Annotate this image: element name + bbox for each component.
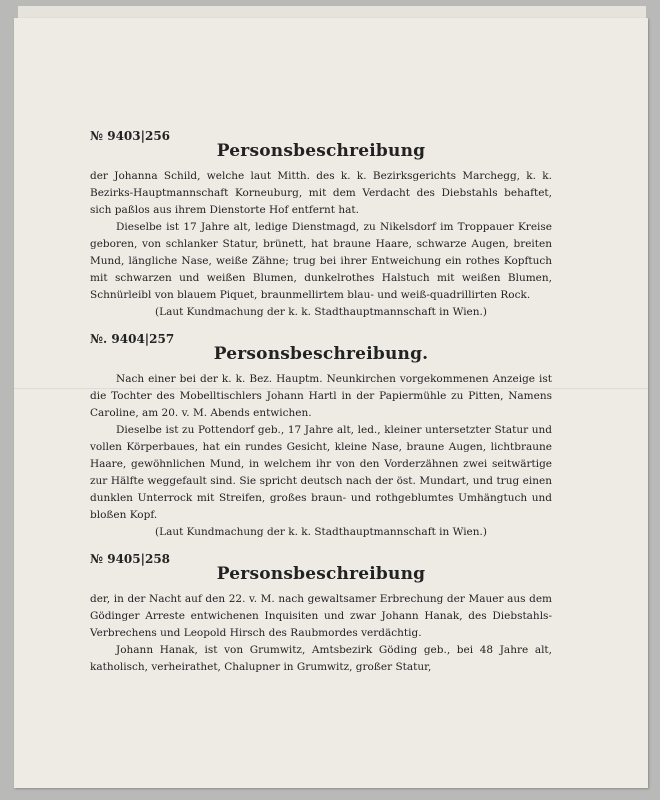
entry-number: №. 9404|257 <box>90 332 175 346</box>
entry-source: (Laut Kundmachung der k. k. Stadthauptmannschaft in Wien.) <box>155 306 487 318</box>
entry-paragraph: Nach einer bei der k. k. Bez. Hauptm. Neunkirchen vorgekommenen Anzeige ist die Tochter des Mobelltischlers Johann Hartl in der Papiermühle zu Pitten, Namens Caroline, am 20. v. M. Abends entwichen. <box>90 373 552 419</box>
entry-paragraph: der, in der Nacht auf den 22. v. M. nach gewaltsamer Erbrechung der Mauer aus dem Gödinger Arreste entwichenen Inquisiten und zwar Johann Hanak, des Diebstahls-Verbrechens und Leopold Hirsch des Raubmordes verdächtig. <box>90 593 552 639</box>
entry-9404 <box>90 331 552 541</box>
entry-heading: Personsbeschreibung <box>216 141 426 161</box>
document-content <box>90 128 552 686</box>
entry-9403 <box>90 128 552 321</box>
entry-paragraph: Johann Hanak, ist von Grumwitz, Amtsbezirk Göding geb., bei 48 Jahre alt, katholisch, verheirathet, Chalupner in Grumwitz, großer Statur, <box>90 644 552 673</box>
entry-source: (Laut Kundmachung der k. k. Stadthauptmannschaft in Wien.) <box>155 526 487 538</box>
entry-number: № 9405|258 <box>90 552 171 566</box>
entry-paragraph: Dieselbe ist 17 Jahre alt, ledige Dienstmagd, zu Nikelsdorf im Troppauer Kreise geboren, von schlanker Statur, brünett, hat braune Haare, schwarze Augen, breiten Mund, längliche Nase, weiße Zähne; trug bei ihrer Entweichung ein rothes Kopftuch mit schwarzen und weißen Blumen, dunkelrothes Halstuch mit weißen Blumen, Schnürleibl von blauem Piquet, braunmellirtem blau- und weiß-quadrillirten Rock. <box>90 221 552 301</box>
entry-heading: Personsbeschreibung <box>216 564 426 584</box>
entry-9405 <box>90 551 552 676</box>
entry-paragraph: Dieselbe ist zu Pottendorf geb., 17 Jahre alt, led., kleiner untersetzter Statur und vollen Körperbaues, hat ein rundes Gesicht, kleine Nase, braune Augen, lichtbraune Haare, gewöhnlichen Mund, in welchem ihr von den Vorderzähnen zwei seitwärtige zur Hälfte weggefault sind. Sie spricht deutsch nach der öst. Mundart, und trug einen dunklen Unterrock mit Streifen, großes braun- und rothgeblumtes Umhängtuch und bloßen Kopf. <box>90 424 552 521</box>
entry-number: № 9403|256 <box>90 129 171 143</box>
entry-paragraph: der Johanna Schild, welche laut Mitth. des k. k. Bezirksgerichts Marchegg, k. k. Bezirks-Hauptmannschaft Korneuburg, mit dem Verdacht des Diebstahls behaftet, sich paßlos aus ihrem Dienstorte Hof entfernt hat. <box>90 170 552 216</box>
entry-heading: Personsbeschreibung. <box>213 344 429 364</box>
